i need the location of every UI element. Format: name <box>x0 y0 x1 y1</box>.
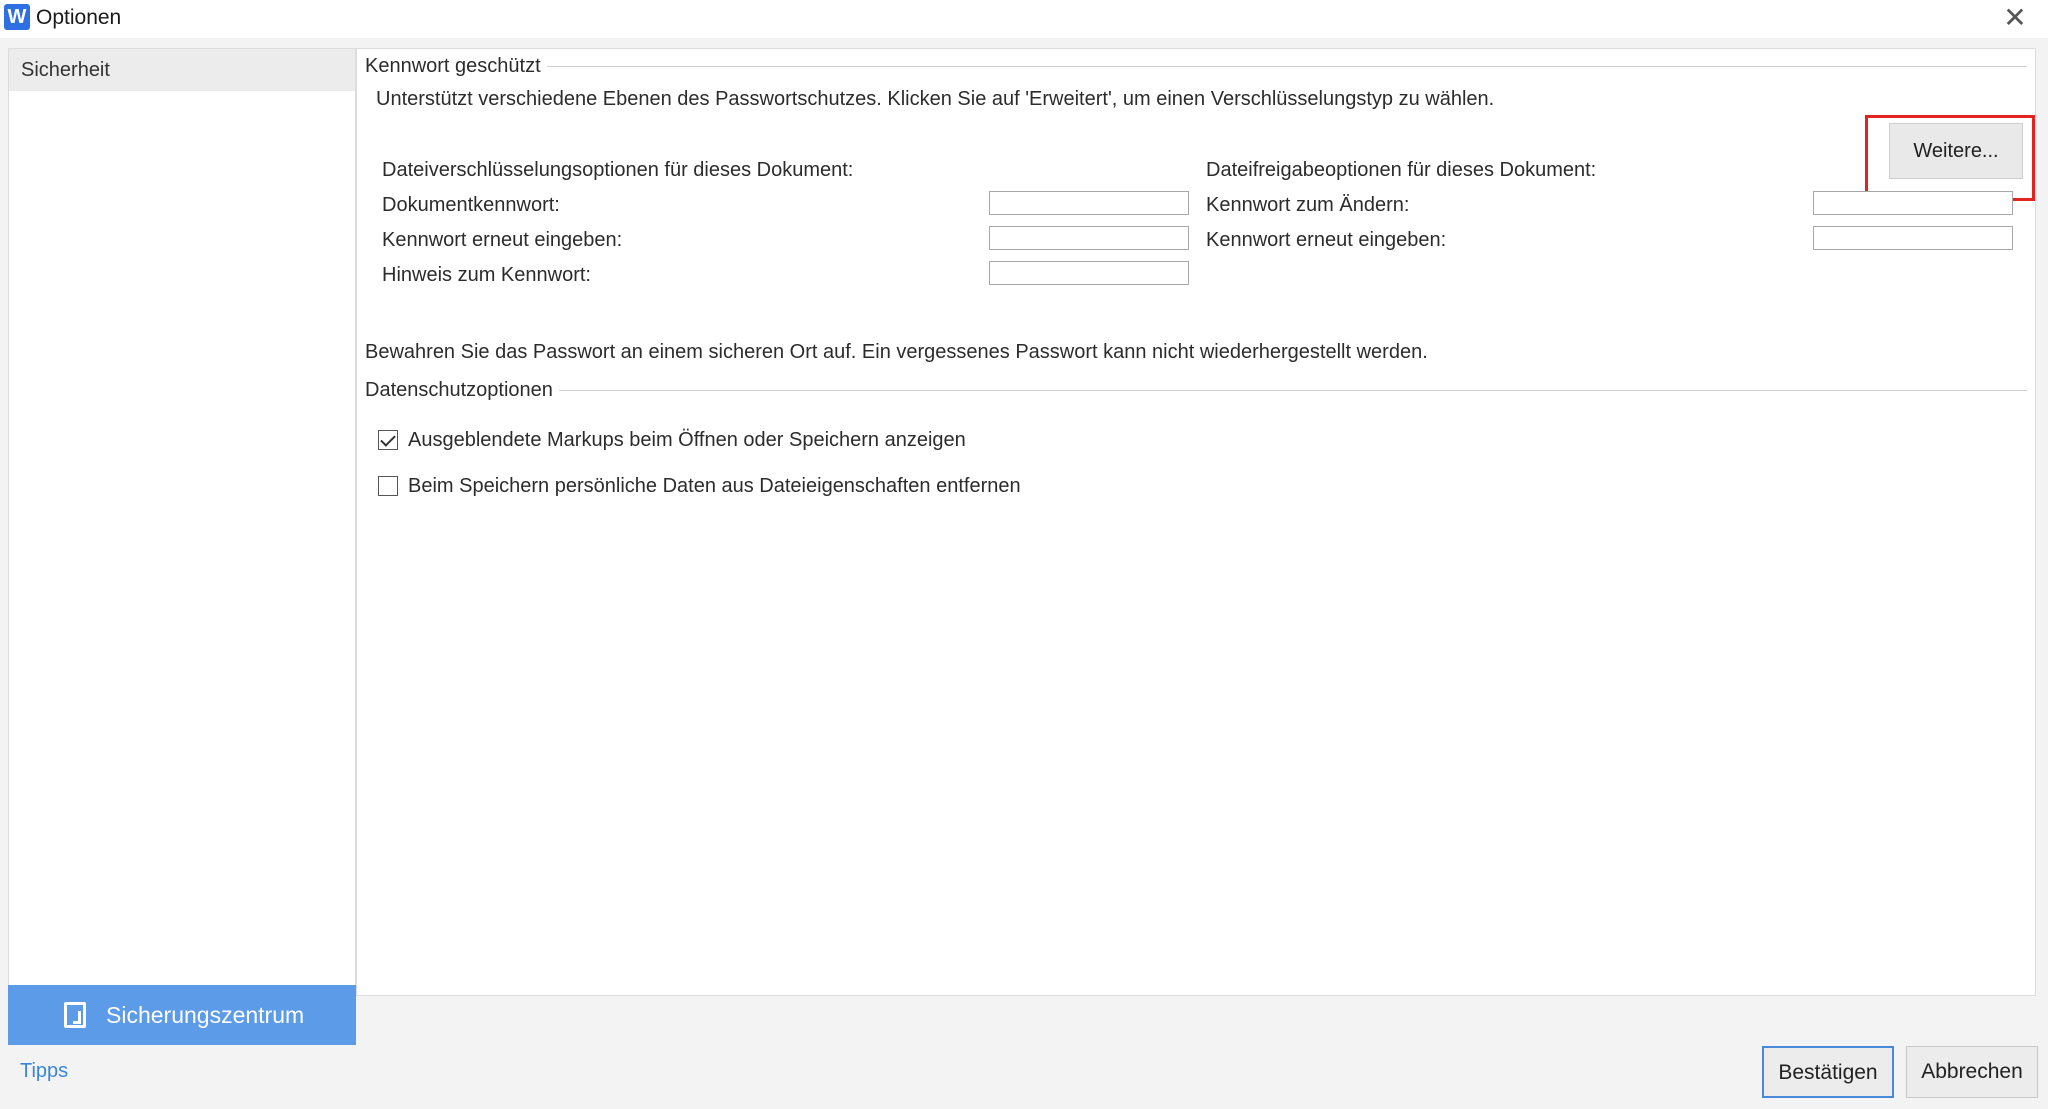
document-password-label: Dokumentkennwort: <box>382 194 560 216</box>
document-password-field[interactable] <box>989 191 1189 215</box>
reenter-modify-password-label: Kennwort erneut eingeben: <box>1206 229 1447 251</box>
tips-link[interactable]: Tipps <box>20 1060 69 1082</box>
backup-center-button[interactable] <box>8 985 356 1045</box>
options-dialog <box>0 38 2048 1109</box>
reenter-modify-password-field[interactable] <box>1813 226 2013 250</box>
title-bar <box>0 0 2048 38</box>
section-divider <box>557 390 2027 391</box>
sharing-options-title: Dateifreigabeoptionen für dieses Dokument: <box>1206 159 1597 181</box>
modify-password-label: Kennwort zum Ändern: <box>1206 194 1410 216</box>
remove-personal-data-label: Beim Speichern persönliche Daten aus Dateieigenschaften entfernen <box>408 475 1021 497</box>
advanced-button[interactable]: Weitere... <box>1889 123 2023 179</box>
password-section-header: Kennwort geschützt <box>365 55 547 78</box>
highlight-box <box>1865 115 2035 201</box>
cancel-button[interactable]: Abbrechen <box>1906 1046 2038 1098</box>
show-markup-label: Ausgeblendete Markups beim Öffnen oder Speichern anzeigen <box>408 429 966 451</box>
encryption-options-title: Dateiverschlüsselungsoptionen für dieses Dokument: <box>382 159 854 181</box>
modify-password-field[interactable] <box>1813 191 2013 215</box>
show-markup-checkbox[interactable] <box>378 430 398 450</box>
section-divider <box>537 66 2027 67</box>
privacy-section-header: Datenschutzoptionen <box>365 379 559 402</box>
backup-icon <box>64 1002 86 1028</box>
confirm-button[interactable]: Bestätigen <box>1762 1046 1894 1098</box>
backup-center-label: Sicherungszentrum <box>106 1001 305 1028</box>
remove-personal-data-checkbox[interactable] <box>378 476 398 496</box>
wps-writer-icon: W <box>4 4 30 30</box>
sidebar-item-security[interactable]: Sicherheit <box>9 49 355 91</box>
password-hint-field[interactable] <box>989 261 1189 285</box>
password-description: Unterstützt verschiedene Ebenen des Passwortschutzes. Klicken Sie auf 'Erweitert', um einen Verschlüsselungstyp zu wählen. <box>376 88 1495 110</box>
reenter-password-label: Kennwort erneut eingeben: <box>382 229 623 251</box>
password-warning: Bewahren Sie das Passwort an einem sicheren Ort auf. Ein vergessenes Passwort kann nicht wiederhergestellt werden. <box>365 341 1428 363</box>
content-panel <box>356 48 2036 996</box>
close-icon[interactable]: ✕ <box>2003 2 2027 33</box>
reenter-password-field[interactable] <box>989 226 1189 250</box>
sidebar <box>8 48 356 996</box>
window-title: Optionen <box>36 6 122 29</box>
password-hint-label: Hinweis zum Kennwort: <box>382 264 591 286</box>
